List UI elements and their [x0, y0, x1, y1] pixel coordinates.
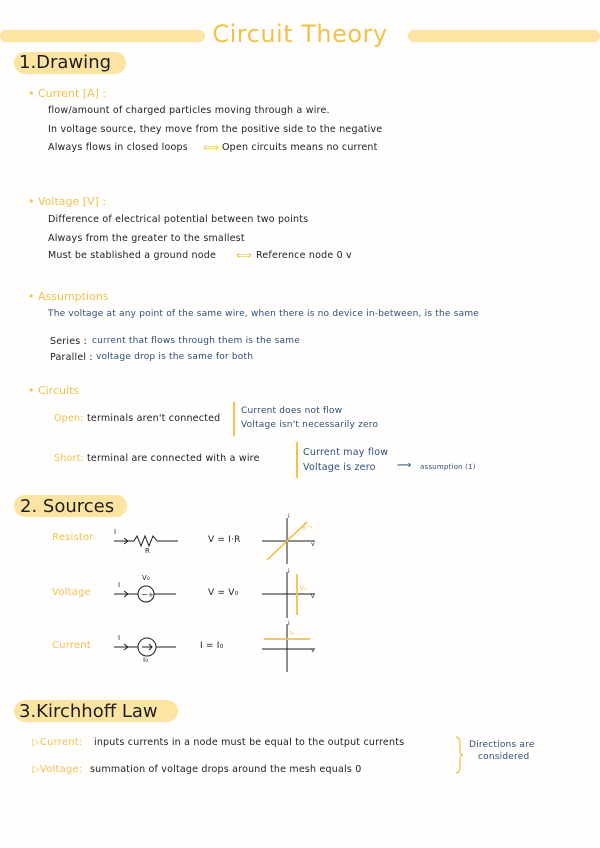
- voltage-source-current-symbol: I: [118, 581, 121, 589]
- current-source-current-symbol: I: [118, 634, 121, 642]
- section-2-heading: 2. Sources: [20, 496, 115, 517]
- voltage-label: • Voltage [V] :: [28, 195, 107, 208]
- voltage-source-equation: V = V₀: [208, 588, 239, 598]
- svg-text:+: +: [148, 591, 154, 599]
- assumptions-line: The voltage at any point of the same wire, when there is no device in-between, is the same: [48, 309, 480, 319]
- svg-text:−: −: [141, 590, 148, 599]
- current-source-graph-note: I₀: [290, 630, 295, 637]
- short-note-1: Current may flow: [303, 447, 389, 458]
- assumptions-label: • Assumptions: [28, 290, 109, 303]
- voltage-source-label: Voltage: [52, 587, 91, 598]
- voltage-source-v-symbol: V₀: [142, 574, 150, 582]
- page-title: Circuit Theory: [212, 20, 388, 48]
- voltage-line-3: Must be stablished a ground node: [48, 250, 217, 261]
- current-source-i0-symbol: I₀: [143, 656, 149, 664]
- open-bracket: [233, 402, 235, 436]
- short-label: Short:: [54, 453, 84, 464]
- current-line-3: Always flows in closed loops: [48, 142, 188, 153]
- current-line-2: In voltage source, they move from the positive side to the negative: [48, 124, 383, 135]
- kirchhoff-note-2: considered: [478, 752, 530, 762]
- squiggle-arrow-icon: ⟿: [397, 460, 412, 471]
- voltage-line-4: Reference node 0 v: [256, 250, 352, 261]
- kirchhoff-current-text: inputs currents in a node must be equal to the output currents: [94, 737, 405, 748]
- double-arrow-icon: ⟺: [203, 141, 219, 154]
- current-source-equation: I = I₀: [200, 641, 224, 651]
- voltage-source-graph-y: i: [288, 568, 290, 575]
- resistor-r-symbol: R: [145, 547, 151, 555]
- resistor-graph-y: i: [288, 513, 290, 520]
- short-note-2: Voltage is zero: [303, 462, 376, 473]
- resistor-graph-note: R⁻¹: [302, 525, 313, 532]
- voltage-source-graph-x: v: [311, 593, 315, 600]
- current-source-graph-y: i: [288, 620, 290, 627]
- kirchhoff-voltage-label: ▷Voltage:: [32, 764, 83, 775]
- open-note-2: Voltage isn't necessarily zero: [241, 420, 379, 430]
- current-line-1: flow/amount of charged particles moving through a wire.: [48, 105, 330, 116]
- current-line-4: Open circuits means no current: [222, 142, 378, 153]
- kirchhoff-current-label: ▷Current:: [32, 737, 83, 748]
- voltage-source-graph-note: V₀: [300, 585, 307, 592]
- circuits-label: • Circuits: [28, 384, 80, 397]
- open-label: Open:: [54, 413, 84, 424]
- resistor-graph-x: v: [311, 541, 315, 548]
- voltage-line-1: Difference of electrical potential between two points: [48, 214, 309, 225]
- section-1-heading: 1.Drawing: [19, 52, 112, 73]
- resistor-current-symbol: I: [114, 528, 117, 536]
- voltage-line-2: Always from the greater to the smallest: [48, 233, 245, 244]
- short-bracket: [296, 442, 298, 478]
- open-text: terminals aren't connected: [87, 413, 221, 424]
- current-label: • Current [A] :: [28, 87, 107, 100]
- double-arrow-icon: ⟺: [236, 249, 252, 262]
- short-text: terminal are connected with a wire: [87, 453, 260, 464]
- section-3-heading: 3.Kirchhoff Law: [19, 701, 158, 722]
- series-label: Series :: [50, 336, 88, 347]
- series-text: current that flows through them is the same: [92, 336, 300, 346]
- parallel-label: Parallel :: [50, 352, 93, 363]
- kirchhoff-note-1: Directions are: [469, 740, 535, 750]
- voltage-source-symbol: [112, 580, 182, 610]
- current-source-graph-x: v: [311, 647, 315, 654]
- open-note-1: Current does not flow: [241, 406, 343, 416]
- kirchhoff-voltage-text: summation of voltage drops around the mesh equals 0: [90, 764, 362, 775]
- resistor-equation: V = I·R: [208, 535, 241, 545]
- short-ref: assumption (1): [420, 463, 476, 471]
- parallel-text: voltage drop is the same for both: [96, 352, 254, 362]
- current-source-label: Current: [52, 640, 91, 651]
- resistor-label: Resistor: [52, 532, 94, 543]
- kirchhoff-brace: [454, 736, 464, 774]
